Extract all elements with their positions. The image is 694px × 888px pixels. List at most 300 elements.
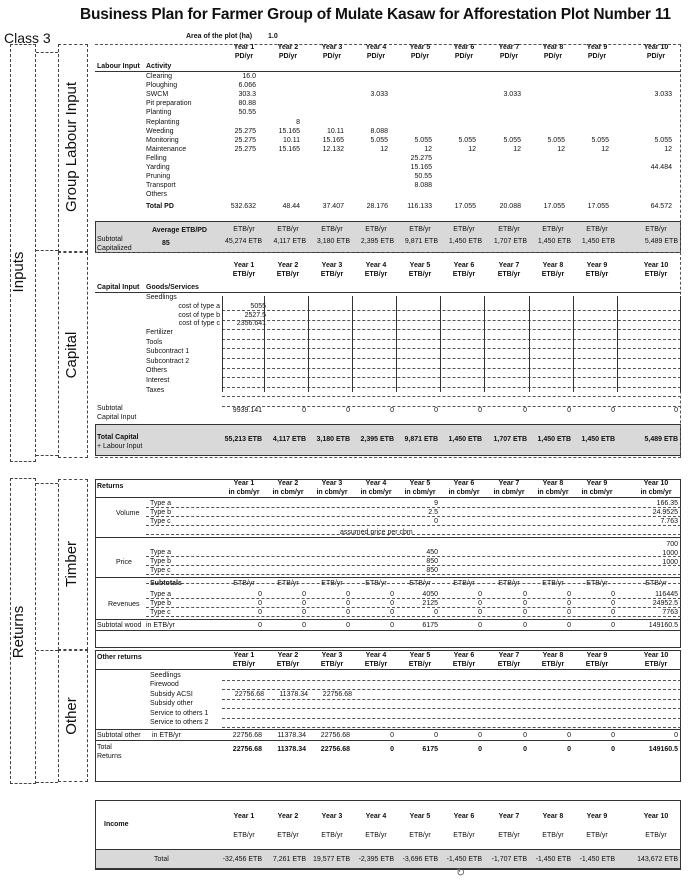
year-label: Year 4 — [365, 262, 387, 269]
unit-label: PD/yr — [410, 52, 430, 60]
activity-value: 16.0 — [242, 73, 256, 80]
unit-label: ETB/yr — [232, 270, 256, 278]
year-label: Year 6 — [453, 480, 475, 487]
price-value: 1000 — [662, 559, 678, 566]
wood-value: 0 — [346, 622, 350, 629]
year-header-4 — [352, 480, 400, 497]
year-header-6 — [440, 480, 488, 497]
divider — [222, 377, 681, 378]
year-header-8 — [529, 480, 577, 497]
wood-value: 0 — [478, 622, 482, 629]
price-value: 450 — [426, 549, 438, 556]
total-returns-value: 0 — [390, 746, 394, 753]
rotate-icon: ↻ — [456, 867, 466, 879]
price-value: 700 — [666, 541, 678, 548]
unit-label: ETB/yr — [321, 580, 343, 587]
year-header-5 — [396, 44, 444, 61]
year-header-4 — [352, 813, 400, 822]
activity-label: SWCM — [146, 91, 169, 99]
divider — [95, 292, 681, 293]
volume-label: Volume — [116, 510, 140, 517]
year-header-2 — [264, 652, 312, 669]
income-label: Income — [104, 821, 129, 828]
activity-value: 64.572 — [650, 203, 672, 211]
unit-label: in cbm/yr — [493, 488, 525, 496]
year-label: Year 9 — [586, 262, 608, 269]
activity-label: Felling — [146, 154, 167, 162]
year-label: Year 2 — [277, 813, 299, 820]
activity-value: 15.165 — [322, 136, 344, 144]
unit-label: ETB/yr — [453, 226, 475, 233]
year-label: Year 6 — [453, 813, 475, 820]
unit-label: in cbm/yr — [537, 488, 569, 496]
year-label: Year 9 — [586, 652, 608, 659]
year-label: Year 3 — [321, 44, 343, 51]
year-header-4 — [352, 262, 400, 279]
unit-label: ETB/yr — [541, 660, 565, 668]
divider — [222, 329, 681, 330]
subtotal-other-value: 22756.68 — [320, 732, 350, 739]
year-header-5 — [396, 652, 444, 669]
revenue-value: 0 — [302, 609, 306, 616]
subtotal-cell: 0 — [390, 407, 394, 414]
divider — [146, 616, 681, 617]
unit-label: PD/yr — [499, 52, 519, 60]
subtotal-cell: 0 — [611, 407, 615, 414]
year-header-1 — [220, 652, 268, 669]
year-header-5 — [396, 813, 444, 822]
revenue-value: 0 — [258, 591, 262, 598]
revenue-value: 0 — [567, 609, 571, 616]
year-label: Year 4 — [365, 44, 387, 51]
divider — [308, 296, 309, 392]
volume-value: 9 — [434, 500, 438, 507]
year-label: Year 6 — [453, 262, 475, 269]
activity-value: 12 — [513, 145, 521, 153]
unit-label: in cbm/yr — [272, 488, 304, 496]
wood-value: 0 — [567, 622, 571, 629]
divider — [222, 718, 681, 719]
unit-label: ETB/yr — [321, 832, 343, 839]
income-total-label: Total — [154, 856, 169, 863]
activity-value: 25.275 — [234, 136, 256, 144]
year-label: Year 8 — [542, 813, 564, 820]
activity-value: 532.632 — [230, 203, 256, 211]
connector — [36, 455, 58, 456]
unit-label: ETB/yr — [277, 580, 299, 587]
unit-label: in cbm/yr — [581, 488, 613, 496]
unit-label: in cbm/yr — [360, 488, 392, 496]
year-header-2 — [264, 813, 312, 822]
unit-label: ETB/yr — [321, 226, 343, 233]
unit-label: ETB/yr — [232, 660, 256, 668]
unit-label: ETB/yr — [585, 660, 609, 668]
revenue-value: 116445 — [655, 591, 678, 598]
year-header-5 — [396, 480, 444, 497]
year-label: Year 8 — [542, 480, 564, 487]
subtotal-other-value: 22756.68 — [232, 732, 262, 739]
divider — [222, 320, 681, 321]
revenue-value: 0 — [523, 600, 527, 607]
activity-label: Ploughing — [146, 82, 178, 90]
divider — [95, 497, 681, 498]
income-value: 143,672 ETB — [637, 856, 678, 863]
area-value: 1.0 — [268, 33, 278, 40]
connector — [36, 52, 58, 53]
unit-label: ETB/yr — [645, 832, 667, 839]
subtotal-cell: 1,707 ETB — [493, 238, 527, 245]
unit-label: ETB/yr — [409, 580, 431, 587]
labour-input-label: + Labour Input — [97, 443, 143, 450]
total-returns-value: 0 — [567, 746, 571, 753]
divider — [222, 368, 681, 369]
activity-value: 6.066 — [238, 82, 256, 90]
divider — [222, 708, 681, 709]
activity-value: 5.055 — [547, 136, 565, 144]
subtotal-other-value: 0 — [390, 732, 394, 739]
activity-label: Weeding — [146, 127, 174, 135]
year-header-9 — [573, 262, 621, 279]
other-item-label: Service to others 1 — [150, 709, 209, 717]
year-header-10 — [628, 44, 684, 61]
unit-label: PD/yr — [543, 52, 563, 60]
divider — [440, 296, 441, 392]
subtotal-cell: 1,450 ETB — [448, 238, 482, 245]
activity-value: 12 — [601, 145, 609, 153]
activity-value: 12.132 — [322, 145, 344, 153]
activity-value: 44.484 — [650, 164, 672, 171]
divider — [95, 71, 681, 72]
unit-label: ETB/yr — [233, 832, 255, 839]
type-label: Type a — [150, 549, 172, 556]
year-header-3 — [308, 44, 356, 61]
unit-label: PD/yr — [278, 52, 298, 60]
activity-value: 25.275 — [234, 145, 256, 153]
unit-label: ETB/yr — [276, 660, 300, 668]
activity-value: 5.055 — [503, 136, 521, 144]
goods-head-label: Goods/Services — [146, 284, 199, 291]
unit-label: ETB/yr — [453, 832, 475, 839]
activity-value: 37.407 — [322, 203, 344, 211]
revenue-value: 4050 — [422, 591, 438, 598]
unit-label: ETB/yr — [645, 580, 667, 587]
subtotal-cell: 3,180 ETB — [316, 238, 350, 245]
year-header-7 — [485, 44, 533, 61]
year-label: Year 1 — [233, 480, 255, 487]
year-label: Year 8 — [542, 262, 564, 269]
activity-label: Maintenance — [146, 145, 187, 153]
year-label: Year 3 — [321, 262, 343, 269]
activity-label: Clearing — [146, 73, 173, 80]
other-item-label: Firewood — [150, 681, 179, 689]
subsidy-value: 11378.34 — [279, 691, 308, 698]
unit-label: ETB/yr — [320, 660, 344, 668]
cost-type-label: cost of type a — [178, 303, 220, 310]
unit-label: ETB/yr — [365, 580, 387, 587]
revenue-value: 0 — [567, 591, 571, 598]
labour-capitalized-label: Capitalized — [97, 245, 132, 252]
divider — [222, 727, 681, 728]
unit-label: ETB/yr — [233, 580, 255, 587]
other-item-label: Subsidy ACSI — [150, 690, 193, 698]
year-label: Year 8 — [542, 44, 564, 51]
activity-value: 15.165 — [410, 164, 432, 171]
divider — [617, 296, 618, 392]
total-returns-value: 11378.34 — [277, 746, 306, 753]
activity-value: 50.55 — [238, 109, 256, 117]
activity-label: Pit preparation — [146, 100, 192, 108]
year-header-10 — [628, 262, 684, 279]
unit-label: ETB/yr — [586, 832, 608, 839]
type-label: Type c — [150, 567, 171, 574]
unit-label: in cbm/yr — [448, 488, 480, 496]
volume-value: 24.9525 — [652, 509, 678, 516]
activity-value: 303.3 — [238, 91, 256, 99]
type-label: Type b — [150, 509, 172, 516]
year-header-7 — [485, 262, 533, 279]
divider — [222, 396, 681, 397]
divider — [95, 740, 681, 741]
unit-label: in cbm/yr — [228, 488, 260, 496]
activity-value: 17.055 — [543, 203, 565, 211]
revenue-value: 0 — [478, 591, 482, 598]
subsidy-value: 22756.68 — [234, 691, 264, 698]
unit-label: ETB/yr — [586, 226, 608, 233]
subtotal-cell: 1,450 ETB — [581, 238, 615, 245]
activity-label: Total PD — [146, 203, 174, 211]
divider — [222, 296, 223, 392]
year-label: Year 5 — [409, 480, 431, 487]
total-cell: 4,117 ETB — [272, 436, 306, 443]
year-label: Year 2 — [277, 652, 299, 659]
capital-item-label: Subcontract 2 — [146, 357, 190, 365]
volume-value: 0 — [434, 518, 438, 525]
capital-subtotal-label: Subtotal — [97, 405, 123, 412]
capital-item-label: Fertilizer — [146, 329, 173, 336]
income-value: -1,450 ETB — [446, 856, 482, 863]
year-header-2 — [264, 44, 312, 61]
wood-value: 0 — [390, 622, 394, 629]
activity-value: 12 — [380, 145, 388, 153]
year-label: Year 7 — [498, 262, 520, 269]
year-label: Year 5 — [409, 44, 431, 51]
cost-type-label: cost of type b — [178, 311, 220, 319]
year-header-10 — [628, 480, 684, 497]
subtotal-cell: 1,450 ETB — [537, 238, 571, 245]
timber-side-label: Timber — [63, 540, 80, 588]
total-cell: 1,450 ETB — [537, 436, 571, 443]
year-label: Year 7 — [498, 44, 520, 51]
revenue-value: 0 — [567, 600, 571, 607]
unit-label: ETB/yr — [497, 270, 521, 278]
subtotal-wood-unit: in ETB/yr — [146, 622, 175, 629]
year-header-9 — [573, 813, 621, 822]
divider — [95, 729, 681, 730]
volume-value: 2.5 — [428, 509, 438, 516]
capital-input-label: Capital Input — [97, 414, 137, 421]
activity-value: 12 — [557, 145, 565, 153]
year-label: Year 5 — [409, 652, 431, 659]
subtotal-cell: 0 — [674, 407, 678, 414]
cost-type-label: cost of type c — [178, 320, 220, 327]
other-side-label: Other — [63, 697, 80, 735]
income-value: 19,577 ETB — [313, 856, 350, 863]
unit-label: ETB/yr — [645, 226, 667, 233]
wood-value: 0 — [302, 622, 306, 629]
year-header-9 — [573, 480, 621, 497]
activity-value: 5.055 — [591, 136, 609, 144]
revenue-value: 0 — [611, 609, 615, 616]
inputs-side-label: Inputs — [10, 251, 27, 293]
assumed-price-label: assumed price per cbm — [340, 529, 413, 536]
divider — [146, 607, 681, 608]
activity-value: 17.055 — [587, 203, 609, 211]
class-label: Class 3 — [4, 30, 51, 46]
total-returns-label-2: Returns — [97, 753, 122, 760]
year-label: Year 9 — [586, 44, 608, 51]
unit-label: ETB/yr — [498, 226, 520, 233]
activity-value: 15.165 — [278, 145, 300, 153]
subtotal-other-value: 0 — [611, 732, 615, 739]
year-header-3 — [308, 480, 356, 497]
subtotal-other-label: Subtotal other — [97, 732, 141, 739]
unit-label: ETB/yr — [498, 832, 520, 839]
unit-label: ETB/yr — [644, 660, 668, 668]
activity-value: 10.11 — [327, 127, 344, 135]
divider — [484, 296, 485, 392]
other-item-label: Subsidy other — [150, 700, 193, 708]
divider — [222, 387, 681, 388]
revenue-value: 0 — [346, 591, 350, 598]
year-header-4 — [352, 652, 400, 669]
revenue-value: 0 — [258, 600, 262, 607]
area-label: Area of the plot (ha) — [186, 33, 253, 40]
activity-value: 3.033 — [654, 91, 672, 99]
activity-value: 12 — [664, 145, 672, 153]
year-header-9 — [573, 652, 621, 669]
unit-label: ETB/yr — [409, 832, 431, 839]
activity-value: 5.055 — [370, 136, 388, 144]
total-returns-value: 0 — [478, 746, 482, 753]
subtotal-other-unit: in ETB/yr — [152, 732, 181, 739]
volume-value: 166.35 — [656, 500, 678, 507]
subtotal-other-value: 0 — [674, 732, 678, 739]
wood-value: 0 — [258, 622, 262, 629]
year-label: Year 10 — [643, 480, 669, 487]
revenue-value: 0 — [346, 600, 350, 607]
income-value: -1,450 ETB — [579, 856, 615, 863]
unit-label: ETB/yr — [497, 660, 521, 668]
avg-etb-value: 85 — [162, 240, 170, 247]
divider — [222, 680, 681, 681]
revenue-value: 0 — [611, 600, 615, 607]
revenue-value: 0 — [523, 591, 527, 598]
other-head-label: Other returns — [97, 654, 142, 661]
total-cell: 1,450 ETB — [448, 436, 482, 443]
capital-side-label: Capital — [63, 331, 80, 379]
activity-value: 3.033 — [370, 91, 388, 99]
year-label: Year 9 — [586, 813, 608, 820]
year-header-6 — [440, 813, 488, 822]
divider — [146, 525, 681, 526]
year-label: Year 3 — [321, 813, 343, 820]
divider — [573, 296, 574, 392]
subtotal-cell: 0 — [302, 407, 306, 414]
wood-value: 0 — [523, 622, 527, 629]
year-label: Year 10 — [643, 262, 669, 269]
type-label: Type b — [150, 558, 172, 565]
divider — [95, 630, 681, 631]
subtotal-cell: 2,395 ETB — [360, 238, 394, 245]
unit-label: in cbm/yr — [404, 488, 436, 496]
year-header-1 — [220, 44, 268, 61]
revenue-value: 0 — [302, 591, 306, 598]
subtotal-cell: 0 — [567, 407, 571, 414]
unit-label: ETB/yr — [408, 270, 432, 278]
activity-label: Monitoring — [146, 136, 179, 144]
price-value: 850 — [426, 558, 438, 565]
subsidy-value: 22756.68 — [322, 691, 352, 698]
activity-label: Transport — [146, 182, 176, 190]
subtotal-cell: 5,489 ETB — [644, 238, 678, 245]
price-value: 1000 — [662, 550, 678, 557]
unit-label: ETB/yr — [452, 270, 476, 278]
year-header-10 — [628, 813, 684, 822]
volume-value: 7.763 — [660, 518, 678, 525]
subtotal-cell: 0 — [434, 407, 438, 414]
total-returns-label: Total — [97, 744, 112, 751]
unit-label: PD/yr — [322, 52, 342, 60]
year-header-1 — [220, 262, 268, 279]
total-returns-value: 6175 — [422, 746, 438, 753]
page-title: Business Plan for Farmer Group of Mulate Kasaw for Afforestation Plot Number 11 — [80, 6, 671, 23]
revenue-value: 0 — [302, 600, 306, 607]
unit-label: ETB/yr — [277, 226, 299, 233]
unit-label: ETB/yr — [276, 270, 300, 278]
year-header-5 — [396, 262, 444, 279]
revenue-value: 0 — [390, 591, 394, 598]
capital-item-label: Interest — [146, 377, 170, 384]
connector — [36, 250, 58, 251]
type-label: Type c — [150, 518, 171, 525]
activity-value: 12 — [468, 145, 476, 153]
activity-label: Replanting — [146, 118, 180, 126]
year-header-6 — [440, 44, 488, 61]
connector — [36, 650, 58, 651]
subtotal-cell: 0 — [523, 407, 527, 414]
divider — [222, 310, 681, 311]
cost-type-value: 2356.641 — [236, 320, 266, 327]
divider — [146, 556, 681, 557]
year-label: Year 10 — [643, 44, 669, 51]
total-returns-value: 0 — [611, 746, 615, 753]
unit-label: ETB/yr — [542, 226, 564, 233]
year-label: Year 6 — [453, 44, 475, 51]
divider — [680, 296, 681, 392]
subtotal-cell: 0 — [478, 407, 482, 414]
year-header-1 — [220, 813, 268, 822]
year-header-10 — [628, 652, 684, 669]
activity-label: Planting — [146, 109, 172, 117]
activity-value: 25.275 — [410, 154, 432, 162]
year-header-2 — [264, 262, 312, 279]
total-returns-value: 0 — [523, 746, 527, 753]
revenue-value: 0 — [523, 609, 527, 616]
total-cell: 1,707 ETB — [493, 436, 527, 443]
total-returns-value: 22756.68 — [232, 746, 262, 753]
wood-value: 0 — [611, 622, 615, 629]
unit-label: ETB/yr — [408, 660, 432, 668]
